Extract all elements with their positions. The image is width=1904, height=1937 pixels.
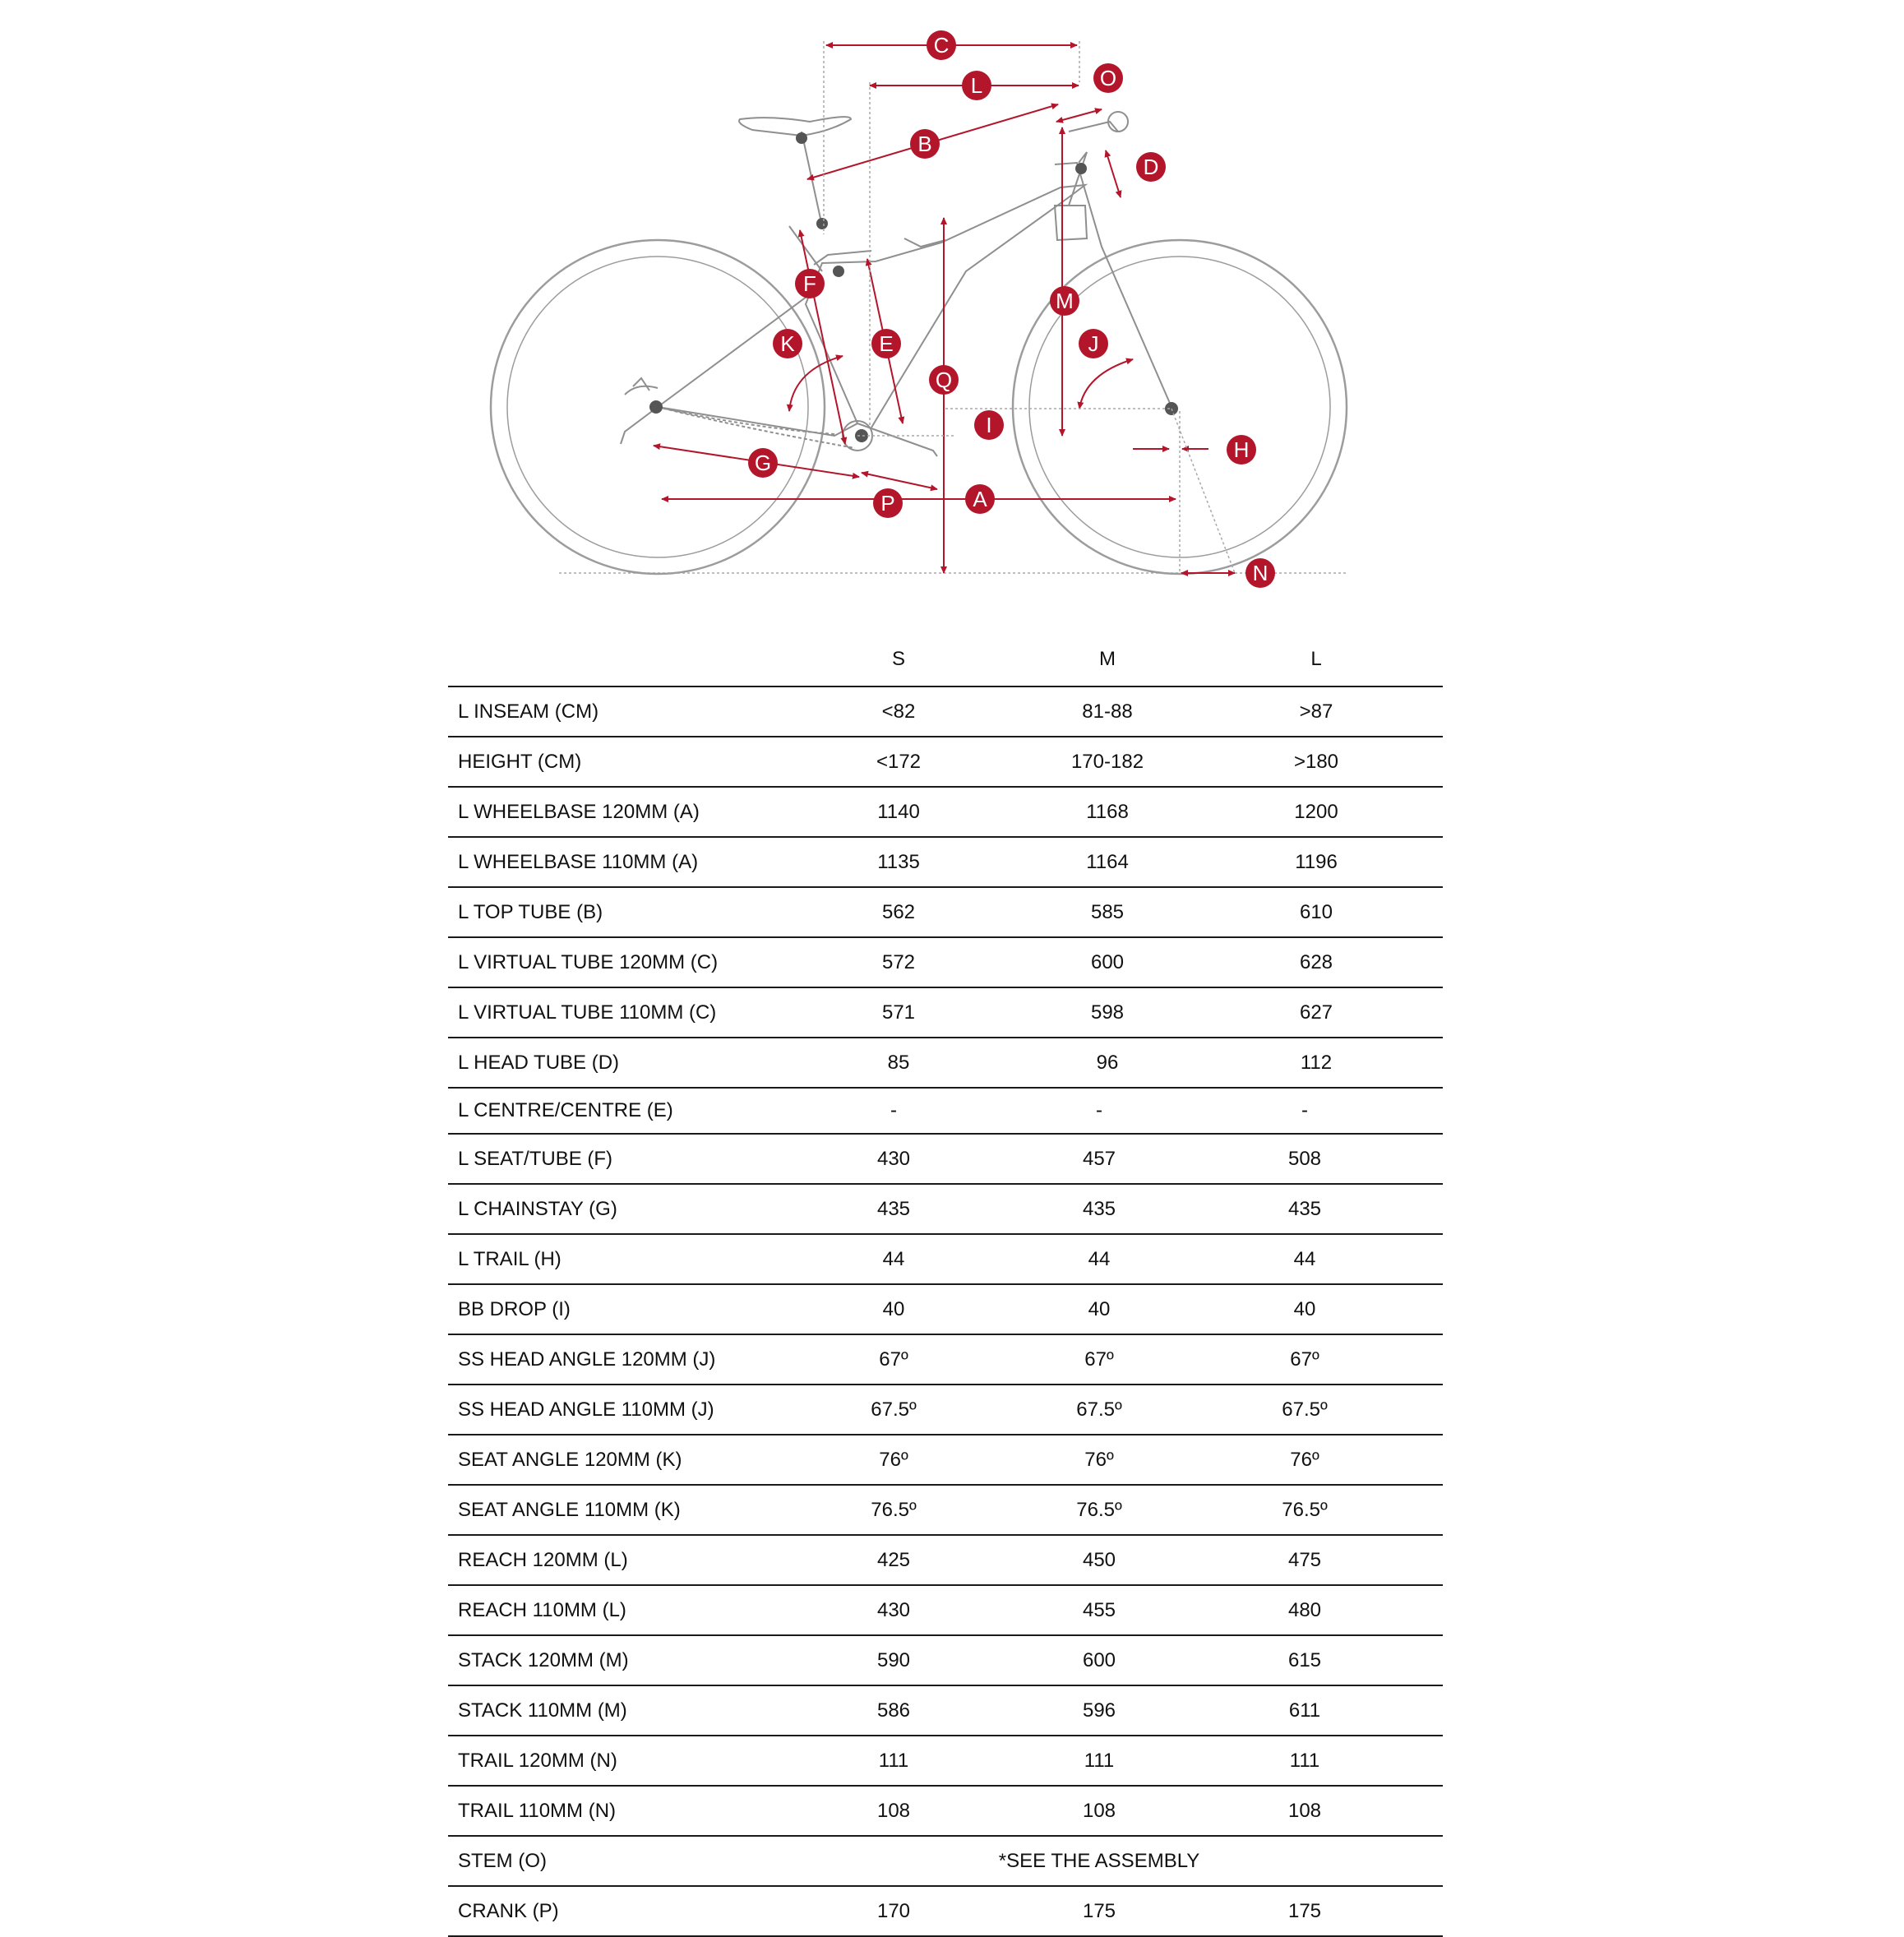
table-row bbox=[448, 1735, 1443, 1785]
table-row bbox=[448, 1484, 1443, 1534]
cell-size-l: >180 bbox=[1293, 751, 1339, 773]
cell-size-s: <82 bbox=[881, 700, 916, 723]
cell-size-l: 40 bbox=[1293, 1298, 1316, 1320]
svg-text:O: O bbox=[1099, 66, 1117, 90]
cell-size-l: 1200 bbox=[1294, 801, 1338, 823]
row-label: L TRAIL (H) bbox=[458, 1248, 561, 1270]
cell-size-l: 111 bbox=[1289, 1750, 1320, 1772]
svg-text:L: L bbox=[970, 73, 983, 98]
cell-size-s: 430 bbox=[876, 1599, 911, 1621]
row-label: HEIGHT (CM) bbox=[458, 751, 582, 773]
cell-size-s: 170 bbox=[876, 1900, 911, 1922]
marker-P bbox=[873, 488, 903, 518]
row-label: SS HEAD ANGLE 120MM (J) bbox=[458, 1348, 716, 1371]
cell-size-s: 76.5º bbox=[871, 1499, 917, 1521]
row-label: STEM (O) bbox=[458, 1850, 547, 1872]
cell-size-l: 615 bbox=[1287, 1649, 1322, 1671]
marker-Q bbox=[929, 365, 959, 395]
cell-size-s: 40 bbox=[882, 1298, 905, 1320]
row-label: REACH 120MM (L) bbox=[458, 1549, 628, 1571]
table-body bbox=[448, 686, 1443, 1937]
geometry-table bbox=[448, 636, 1443, 1937]
cell-size-m: 1164 bbox=[1086, 851, 1129, 873]
svg-text:D: D bbox=[1143, 155, 1159, 179]
marker-N bbox=[1245, 558, 1275, 588]
cell-size-l: 610 bbox=[1299, 901, 1333, 923]
row-label: L VIRTUAL TUBE 110MM (C) bbox=[458, 1001, 717, 1024]
svg-text:P: P bbox=[880, 491, 895, 515]
cell-size-l: 67º bbox=[1290, 1348, 1319, 1371]
row-label: CRANK (P) bbox=[458, 1900, 559, 1922]
svg-text:Q: Q bbox=[935, 368, 953, 392]
cell-size-l: 76º bbox=[1290, 1449, 1319, 1471]
marker-E bbox=[871, 329, 901, 358]
svg-text:G: G bbox=[754, 451, 772, 475]
table-row bbox=[448, 936, 1443, 987]
row-label: SS HEAD ANGLE 110MM (J) bbox=[458, 1398, 714, 1421]
table-row bbox=[448, 1534, 1443, 1584]
cell-size-l: 175 bbox=[1287, 1900, 1322, 1922]
cell-size-s: 590 bbox=[876, 1649, 911, 1671]
cell-size-s: 572 bbox=[881, 951, 916, 973]
cell-size-l: 112 bbox=[1300, 1052, 1333, 1074]
size-header-s: S bbox=[891, 648, 906, 670]
cell-size-m: 76º bbox=[1084, 1449, 1114, 1471]
cell-size-m: 44 bbox=[1088, 1248, 1111, 1270]
marker-M bbox=[1050, 286, 1079, 316]
marker-I bbox=[974, 410, 1004, 440]
table-row bbox=[448, 886, 1443, 936]
table-row bbox=[448, 836, 1443, 886]
row-label: L WHEELBASE 120MM (A) bbox=[458, 801, 700, 823]
cell-size-s: 1140 bbox=[877, 801, 920, 823]
svg-text:K: K bbox=[780, 331, 795, 356]
row-label: SEAT ANGLE 110MM (K) bbox=[458, 1499, 681, 1521]
size-header-l: L bbox=[1310, 648, 1322, 670]
cell-size-m: 111 bbox=[1084, 1750, 1115, 1772]
cell-size-l: 67.5º bbox=[1282, 1398, 1328, 1421]
svg-text:J: J bbox=[1088, 331, 1099, 356]
table-row bbox=[448, 1334, 1443, 1384]
marker-L bbox=[962, 71, 991, 100]
row-label: L TOP TUBE (B) bbox=[458, 901, 603, 923]
cell-size-l: 611 bbox=[1288, 1699, 1321, 1722]
cell-size-s: 67º bbox=[879, 1348, 908, 1371]
svg-text:E: E bbox=[879, 331, 894, 356]
cell-size-s: 76º bbox=[879, 1449, 908, 1471]
row-label: TRAIL 110MM (N) bbox=[458, 1800, 617, 1822]
marker-H bbox=[1227, 435, 1256, 465]
table-row bbox=[448, 1785, 1443, 1835]
table-row bbox=[448, 736, 1443, 786]
marker-D bbox=[1136, 152, 1166, 182]
dimension-markers bbox=[748, 30, 1275, 588]
cell-size-s: 425 bbox=[876, 1549, 911, 1571]
cell-size-m: 455 bbox=[1082, 1599, 1116, 1621]
table-row bbox=[448, 1133, 1443, 1183]
cell-size-m: 450 bbox=[1082, 1549, 1116, 1571]
cell-size-l: 508 bbox=[1287, 1148, 1322, 1170]
marker-C bbox=[927, 30, 956, 60]
cell-size-l: 627 bbox=[1299, 1001, 1333, 1024]
row-label: L CHAINSTAY (G) bbox=[458, 1198, 617, 1220]
cell-size-m: 596 bbox=[1082, 1699, 1116, 1722]
cell-size-l: 108 bbox=[1287, 1800, 1322, 1822]
cell-size-s: 562 bbox=[881, 901, 916, 923]
row-label: STACK 110MM (M) bbox=[458, 1699, 627, 1722]
table-row bbox=[448, 1087, 1443, 1133]
row-label: TRAIL 120MM (N) bbox=[458, 1750, 617, 1772]
pivot-points bbox=[649, 132, 1178, 442]
marker-J bbox=[1079, 329, 1108, 358]
cell-size-s: 571 bbox=[881, 1001, 916, 1024]
cell-size-m: 1168 bbox=[1086, 801, 1129, 823]
cell-size-s: 44 bbox=[882, 1248, 905, 1270]
cell-size-m: - bbox=[1096, 1099, 1102, 1121]
cell-size-m: 76.5º bbox=[1076, 1499, 1122, 1521]
row-label: L VIRTUAL TUBE 120MM (C) bbox=[458, 951, 719, 973]
svg-text:M: M bbox=[1056, 289, 1074, 313]
cell-size-s: - bbox=[890, 1099, 897, 1121]
row-label: L SEAT/TUBE (F) bbox=[458, 1148, 613, 1170]
cell-size-l: >87 bbox=[1299, 700, 1333, 723]
table-row bbox=[448, 1183, 1443, 1233]
cell-size-s: 108 bbox=[876, 1800, 911, 1822]
row-note: *SEE THE ASSEMBLY bbox=[998, 1850, 1200, 1872]
cell-size-l: 475 bbox=[1287, 1549, 1322, 1571]
svg-text:B: B bbox=[917, 132, 932, 156]
marker-G bbox=[748, 448, 778, 478]
cell-size-m: 600 bbox=[1090, 951, 1125, 973]
table-row bbox=[448, 1584, 1443, 1634]
cell-size-s: 67.5º bbox=[871, 1398, 917, 1421]
row-label: BB DROP (I) bbox=[458, 1298, 571, 1320]
table-row bbox=[448, 1835, 1443, 1885]
cell-size-m: 175 bbox=[1082, 1900, 1116, 1922]
cell-size-m: 170-182 bbox=[1070, 751, 1144, 773]
svg-text:A: A bbox=[973, 487, 987, 511]
cell-size-s: 430 bbox=[876, 1148, 911, 1170]
cell-size-m: 40 bbox=[1088, 1298, 1111, 1320]
cell-size-l: 480 bbox=[1287, 1599, 1322, 1621]
svg-text:C: C bbox=[933, 33, 950, 58]
bike-frame bbox=[621, 112, 1172, 456]
marker-F bbox=[795, 269, 825, 298]
cell-size-l: - bbox=[1301, 1099, 1308, 1121]
cell-size-m: 585 bbox=[1090, 901, 1125, 923]
table-row bbox=[448, 987, 1443, 1037]
marker-A bbox=[965, 484, 995, 514]
table-row bbox=[448, 1384, 1443, 1434]
row-label: L INSEAM (CM) bbox=[458, 700, 599, 723]
row-label: L WHEELBASE 110MM (A) bbox=[458, 851, 699, 873]
cell-size-l: 44 bbox=[1293, 1248, 1316, 1270]
marker-O bbox=[1093, 63, 1123, 93]
table-row bbox=[448, 1233, 1443, 1283]
cell-size-m: 67.5º bbox=[1076, 1398, 1122, 1421]
cell-size-m: 435 bbox=[1082, 1198, 1116, 1220]
cell-size-m: 96 bbox=[1096, 1052, 1119, 1074]
table-header bbox=[448, 636, 1443, 686]
cell-size-s: 586 bbox=[876, 1699, 911, 1722]
svg-text:F: F bbox=[803, 271, 816, 296]
cell-size-m: 67º bbox=[1084, 1348, 1114, 1371]
cell-size-m: 598 bbox=[1090, 1001, 1125, 1024]
table-row bbox=[448, 786, 1443, 836]
table-row bbox=[448, 686, 1443, 736]
row-label: L HEAD TUBE (D) bbox=[458, 1052, 620, 1074]
cell-size-s: <172 bbox=[876, 751, 922, 773]
table-row bbox=[448, 1885, 1443, 1937]
table-row bbox=[448, 1685, 1443, 1735]
cell-size-l: 76.5º bbox=[1282, 1499, 1328, 1521]
row-label: SEAT ANGLE 120MM (K) bbox=[458, 1449, 682, 1471]
marker-B bbox=[910, 129, 940, 159]
table-row bbox=[448, 1037, 1443, 1087]
row-label: STACK 120MM (M) bbox=[458, 1649, 629, 1671]
size-header-m: M bbox=[1099, 648, 1116, 670]
svg-text:H: H bbox=[1233, 437, 1250, 462]
cell-size-s: 1135 bbox=[877, 851, 920, 873]
cell-size-m: 81-88 bbox=[1082, 700, 1133, 723]
cell-size-m: 108 bbox=[1082, 1800, 1116, 1822]
cell-size-s: 111 bbox=[878, 1750, 909, 1772]
table-row bbox=[448, 1283, 1443, 1334]
cell-size-l: 628 bbox=[1299, 951, 1333, 973]
marker-K bbox=[773, 329, 802, 358]
table-row bbox=[448, 1634, 1443, 1685]
table-row bbox=[448, 1434, 1443, 1484]
cell-size-s: 435 bbox=[876, 1198, 911, 1220]
row-label: L CENTRE/CENTRE (E) bbox=[458, 1099, 673, 1121]
svg-text:N: N bbox=[1252, 561, 1269, 585]
bike-geometry-diagram bbox=[0, 0, 1904, 592]
cell-size-m: 600 bbox=[1082, 1649, 1116, 1671]
svg-text:I: I bbox=[986, 413, 992, 437]
cell-size-m: 457 bbox=[1082, 1148, 1116, 1170]
row-label: REACH 110MM (L) bbox=[458, 1599, 626, 1621]
cell-size-l: 435 bbox=[1287, 1198, 1322, 1220]
cell-size-s: 85 bbox=[887, 1052, 910, 1074]
cell-size-l: 1196 bbox=[1295, 851, 1338, 873]
